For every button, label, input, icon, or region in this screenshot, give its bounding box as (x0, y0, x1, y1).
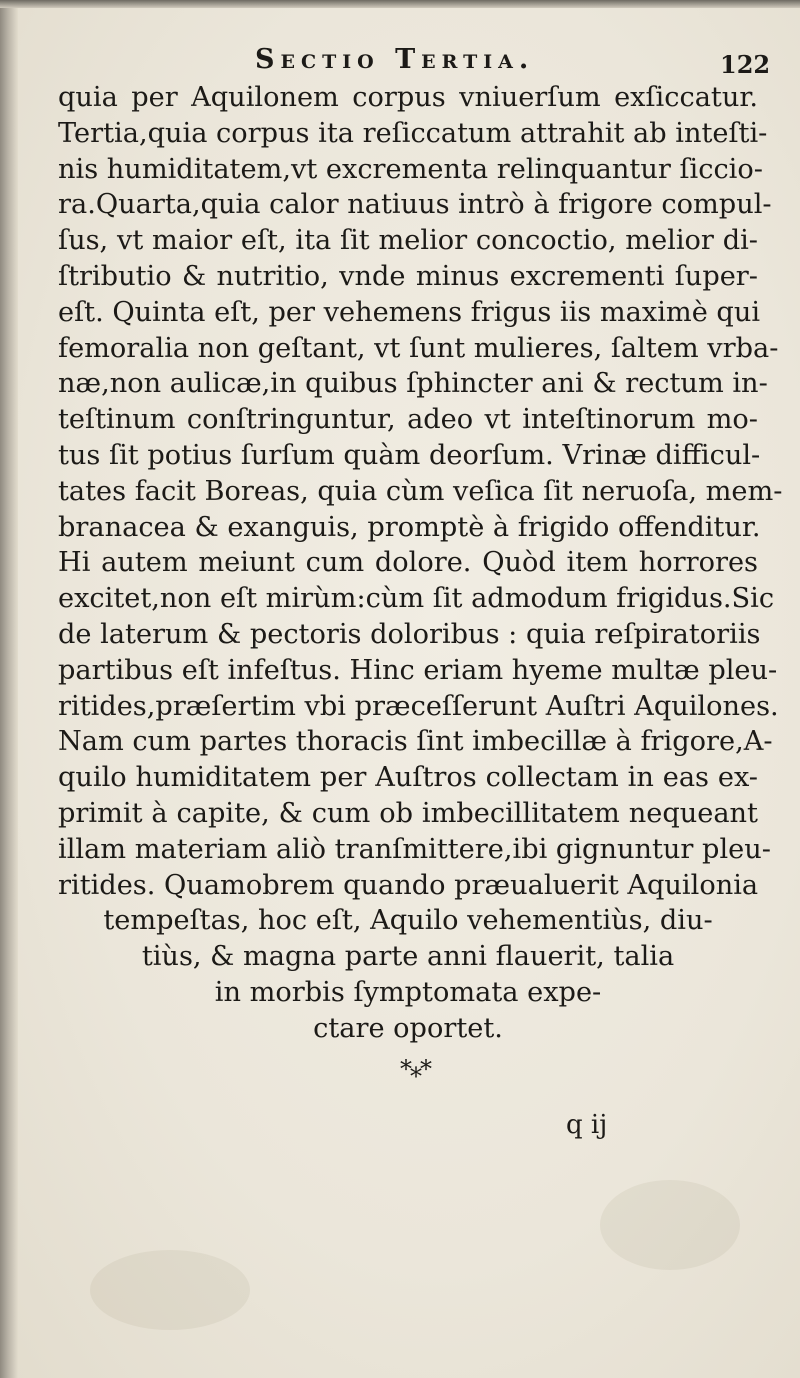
paper-stain (90, 1250, 250, 1330)
text-line: teſtinum conſtringuntur, adeo vt inteſtinorum mo- (58, 404, 758, 436)
text-line: ra.Quarta,quia calor natiuus intrò à frigore compul- (58, 189, 772, 221)
text-line: ſus, vt maior eſt, ita ſit melior concoctio, melior di- (58, 225, 758, 257)
text-line: tempeſtas, hoc eſt, Aquilo vehementiùs, diu- (103, 905, 713, 937)
text-line: ritides,præſertim vbi præceſſerunt Auſtri Aquilones. (58, 690, 779, 722)
running-head: Sectio Tertia. (255, 44, 535, 75)
page-number: 122 (720, 50, 771, 79)
text-line: nis humiditatem,vt excrementa relinquantur ſiccio- (58, 153, 763, 185)
text-line: næ,non aulicæ,in quibus ſphincter ani & rectum in- (58, 368, 768, 400)
text-line: Nam cum partes thoracis ſint imbecillæ à frigore,A- (58, 726, 773, 758)
text-line: excitet,non eſt mirùm:cùm ſit admodum frigidus.Sic (58, 583, 775, 615)
text-line: partibus eſt infeſtus. Hinc eriam hyeme multæ pleu- (58, 654, 778, 686)
page-top-edge (0, 0, 800, 8)
text-line: branacea & exanguis, promptè à frigido offenditur. (58, 511, 761, 543)
text-line: tiùs, & magna parte anni flauerit, talia (141, 941, 675, 973)
paper-stain (600, 1180, 740, 1270)
text-line: eſt. Quinta eſt, per vehemens frigus iis maximè qui (58, 296, 761, 328)
text-line: Hi autem meiunt cum dolore. Quòd item horrores (58, 547, 758, 579)
text-line: illam materiam aliò tranſmittere,ibi gignuntur pleu- (58, 833, 771, 865)
binding-gutter (0, 0, 18, 1378)
body-text (58, 80, 783, 1047)
text-line: in morbis ſymptomata expe- (214, 976, 602, 1008)
page-header (0, 40, 800, 80)
text-line: ſtributio & nutritio, vnde minus excrementi ſuper- (58, 260, 758, 292)
text-line: quilo humiditatem per Auſtros collectam in eas ex- (58, 762, 758, 794)
text-line: ctare oportet. (313, 1012, 503, 1044)
text-line: ritides. Quamobrem quando præualuerit Aquilonia (58, 869, 759, 901)
text-line: tates facit Boreas, quia cùm veſica ſit neruoſa, mem- (58, 475, 783, 507)
text-line: de laterum & pectoris doloribus : quia reſpiratoriis (58, 618, 761, 650)
text-line: tus ſit potius ſurſum quàm deorſum. Vrinæ difficul- (58, 439, 761, 471)
text-line: quia per Aquilonem corpus vniuerſum exſiccatur. (58, 82, 758, 113)
asterism-ornament: *⁎* (400, 1055, 430, 1083)
text-line: Tertia,quia corpus ita reſiccatum attrahit ab inteſti- (58, 117, 768, 149)
text-line: primit à capite, & cum ob imbecillitatem nequeant (58, 797, 758, 829)
signature-mark: q ij (566, 1110, 608, 1140)
text-line: femoralia non geſtant, vt ſunt mulieres, ſaltem vrba- (58, 332, 779, 364)
